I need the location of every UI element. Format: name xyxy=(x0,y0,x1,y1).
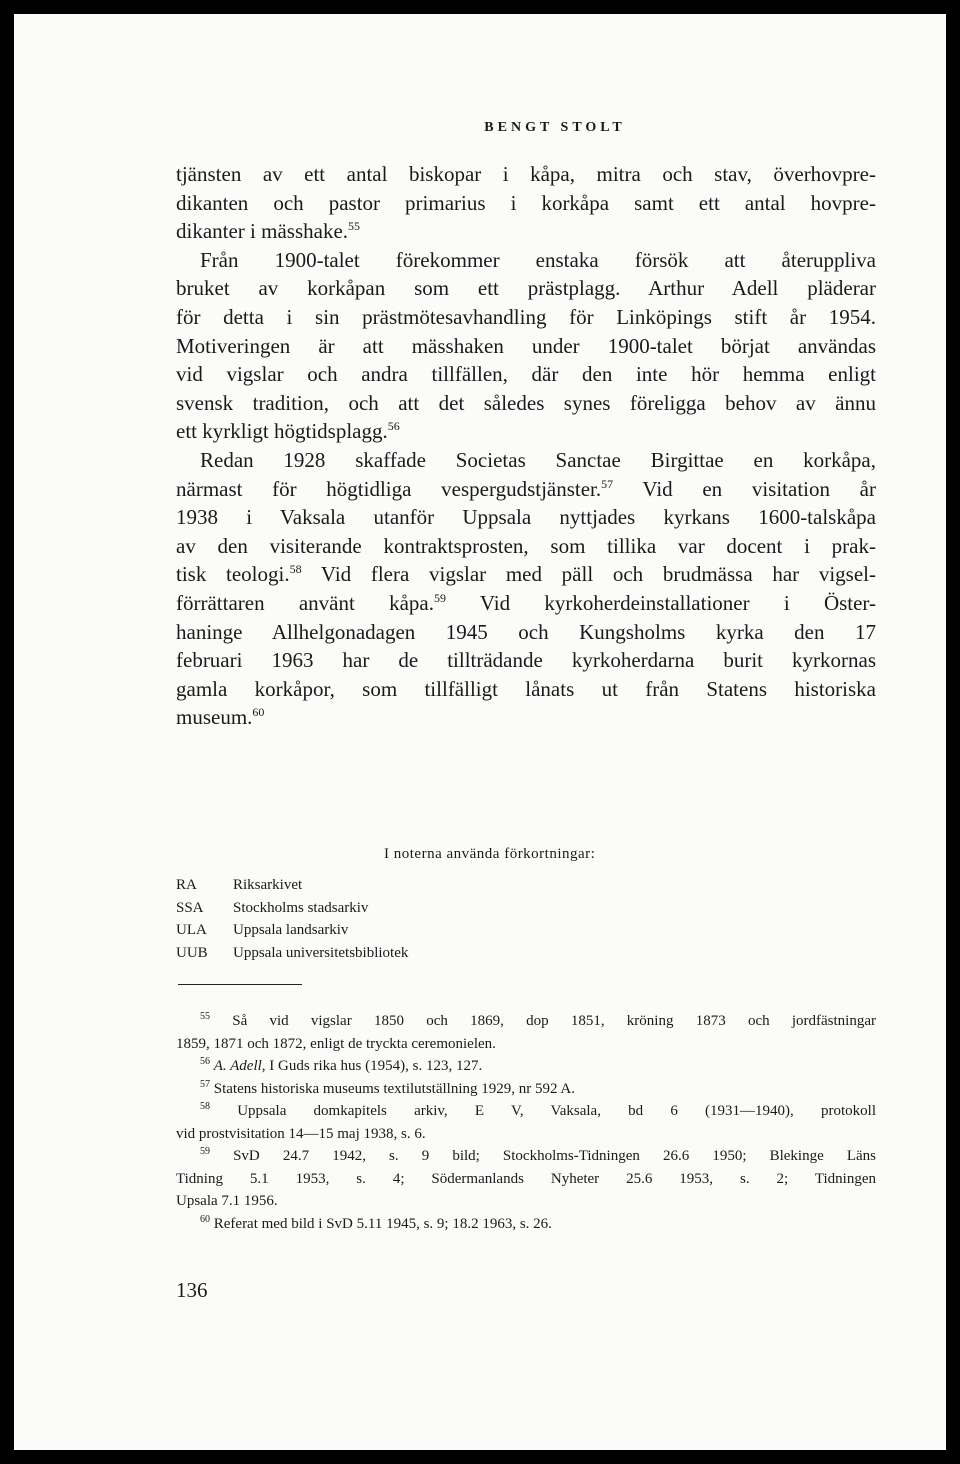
body-line xyxy=(176,274,876,303)
body-line xyxy=(176,703,876,732)
footnote-text: 1859, 1871 och 1872, enligt de tryckta ceremonielen. xyxy=(176,1035,496,1052)
footnote-line xyxy=(176,1010,876,1033)
footnote-number: 57 xyxy=(200,1078,210,1090)
body-line xyxy=(176,303,876,332)
body-line-text: haninge Allhelgonadagen 1945 och Kungsholms kyrka den 17 xyxy=(176,619,876,644)
footnote-ref: 55 xyxy=(348,219,361,234)
footnote-text: vid prostvisitation 14—15 maj 1938, s. 6. xyxy=(176,1125,426,1142)
footnote-rule xyxy=(178,984,302,985)
body-line-text: förrättaren använt kåpa. xyxy=(176,590,434,615)
footnote-line xyxy=(176,1145,876,1168)
abbreviation-key: UUB xyxy=(176,944,208,961)
footnote-ref: 57 xyxy=(601,476,614,491)
footnote-line xyxy=(176,1055,876,1078)
body-line-text: av den visiterande kontraktsprosten, som tillika var docent i prak- xyxy=(176,533,876,558)
abbreviation-key: SSA xyxy=(176,899,204,916)
footnote-line xyxy=(176,1213,876,1236)
footnote-text: Så vid vigslar 1850 och 1869, dop 1851, kröning 1873 och jordfästningar xyxy=(210,1013,876,1029)
footnote-line xyxy=(176,1100,876,1123)
body-line-text: vid vigslar och andra tillfällen, där den inte hör hemma enligt xyxy=(176,362,876,387)
abbreviations-heading: I noterna använda förkortningar: xyxy=(384,846,596,862)
abbreviation-key: RA xyxy=(176,877,197,893)
body-line-text: museum. xyxy=(176,705,253,730)
body-line-text: närmast för högtidliga vespergudstjänster. xyxy=(176,476,602,501)
body-line xyxy=(176,646,876,675)
abbreviation-row xyxy=(176,897,408,920)
abbreviation-row xyxy=(176,919,408,942)
body-line-text: tisk teologi. xyxy=(176,562,290,587)
body-line xyxy=(176,532,876,561)
footnote-line xyxy=(176,1033,876,1056)
body-line-text: Vid kyrkoherdeinstallationer i Öster- xyxy=(445,590,876,615)
body-line xyxy=(176,417,876,446)
footnote-ref: 56 xyxy=(387,419,400,434)
footnote-ref: 59 xyxy=(433,590,446,605)
body-line-text: Motiveringen är att mässhaken under 1900-talet börjat användas xyxy=(176,333,876,358)
footnote-ref: 60 xyxy=(252,705,265,720)
footnotes xyxy=(176,1010,876,1235)
footnote-text: Tidning 5.1 1953, s. 4; Södermanlands Nyheter 25.6 1953, s. 2; Tidningen xyxy=(176,1170,876,1187)
abbreviations-list xyxy=(176,874,408,964)
footnote-line xyxy=(176,1190,876,1213)
body-line-text: bruket av korkåpan som ett prästplagg. Arthur Adell pläderar xyxy=(176,276,876,301)
abbreviation-value: Riksarkivet xyxy=(233,877,303,893)
footnote-line xyxy=(176,1123,876,1146)
body-line-text: svensk tradition, och att det således synes föreligga behov av ännu xyxy=(176,390,876,415)
body-line xyxy=(176,503,876,532)
body-text xyxy=(176,160,876,732)
body-line-text: tjänsten av ett antal biskopar i kåpa, mitra och stav, överhovpre- xyxy=(176,162,876,186)
abbreviation-row xyxy=(176,874,408,897)
body-line xyxy=(176,332,876,361)
body-line xyxy=(176,560,876,589)
body-line xyxy=(176,475,876,504)
running-head: BENGT STOLT xyxy=(484,120,626,135)
body-line-text: Vid en visitation år xyxy=(613,476,876,501)
footnote-number: 58 xyxy=(200,1101,210,1112)
body-line xyxy=(176,360,876,389)
footnote-author: A. Adell, xyxy=(213,1058,266,1074)
page-number: 136 xyxy=(176,1278,208,1302)
abbreviation-value: Uppsala universitetsbibliotek xyxy=(233,944,409,961)
footnote-line xyxy=(176,1168,876,1191)
body-line xyxy=(176,589,876,618)
body-line-text: Vid flera vigslar med päll och brudmässa har vigsel- xyxy=(301,562,876,587)
abbreviation-row xyxy=(176,942,408,965)
body-line-text: ett kyrkligt högtidsplagg. xyxy=(176,419,388,444)
footnote-number: 59 xyxy=(200,1146,210,1157)
body-line-text: för detta i sin prästmötesavhandling för Linköpings stift år 1954. xyxy=(176,304,876,329)
footnote-text: Uppsala domkapitels arkiv, E V, Vaksala, bd 6 (1931—1940), protokoll xyxy=(210,1103,876,1119)
body-line-text: Från 1900-talet förekommer enstaka försök att återuppliva xyxy=(200,247,876,272)
body-line-text: dikanten och pastor primarius i korkåpa samt ett antal hovpre- xyxy=(176,190,876,215)
footnote-text: I Guds rika hus (1954), s. 123, 127. xyxy=(265,1058,483,1074)
body-line-text: 1938 i Vaksala utanför Uppsala nyttjades kyrkans 1600-talskåpa xyxy=(176,505,876,530)
book-page xyxy=(14,14,946,1450)
body-line xyxy=(176,389,876,418)
body-line-text: februari 1963 har de tillträdande kyrkoherdarna burit kyrkornas xyxy=(176,648,876,673)
abbreviation-value: Stockholms stadsarkiv xyxy=(233,899,369,916)
abbreviation-value: Uppsala landsarkiv xyxy=(233,922,349,938)
footnote-text: Upsala 7.1 1956. xyxy=(176,1193,278,1209)
body-line xyxy=(176,446,876,475)
footnote-number: 55 xyxy=(200,1011,210,1022)
footnote-text: Statens historiska museums textilutställning 1929, nr 592 A. xyxy=(210,1080,575,1097)
body-line xyxy=(176,189,876,218)
body-line xyxy=(176,618,876,647)
footnote-number: 60 xyxy=(200,1213,210,1225)
body-line xyxy=(176,675,876,704)
body-line xyxy=(176,246,876,275)
body-line xyxy=(176,160,876,189)
body-line-text: dikanter i mässhake. xyxy=(176,219,349,244)
body-line xyxy=(176,217,876,246)
body-line-text: gamla korkåpor, som tillfälligt lånats ut från Statens historiska xyxy=(176,676,876,701)
body-line-text: Redan 1928 skaffade Societas Sanctae Birgittae en korkåpa, xyxy=(200,447,876,472)
footnote-text: SvD 24.7 1942, s. 9 bild; Stockholms-Tidningen 26.6 1950; Blekinge Läns xyxy=(210,1148,876,1164)
footnote-ref: 58 xyxy=(289,562,302,577)
footnote-text: Referat med bild i SvD 5.11 1945, s. 9; 18.2 1963, s. 26. xyxy=(210,1215,552,1232)
abbreviation-key: ULA xyxy=(176,922,207,938)
footnote-line xyxy=(176,1078,876,1101)
footnote-number: 56 xyxy=(200,1056,210,1067)
